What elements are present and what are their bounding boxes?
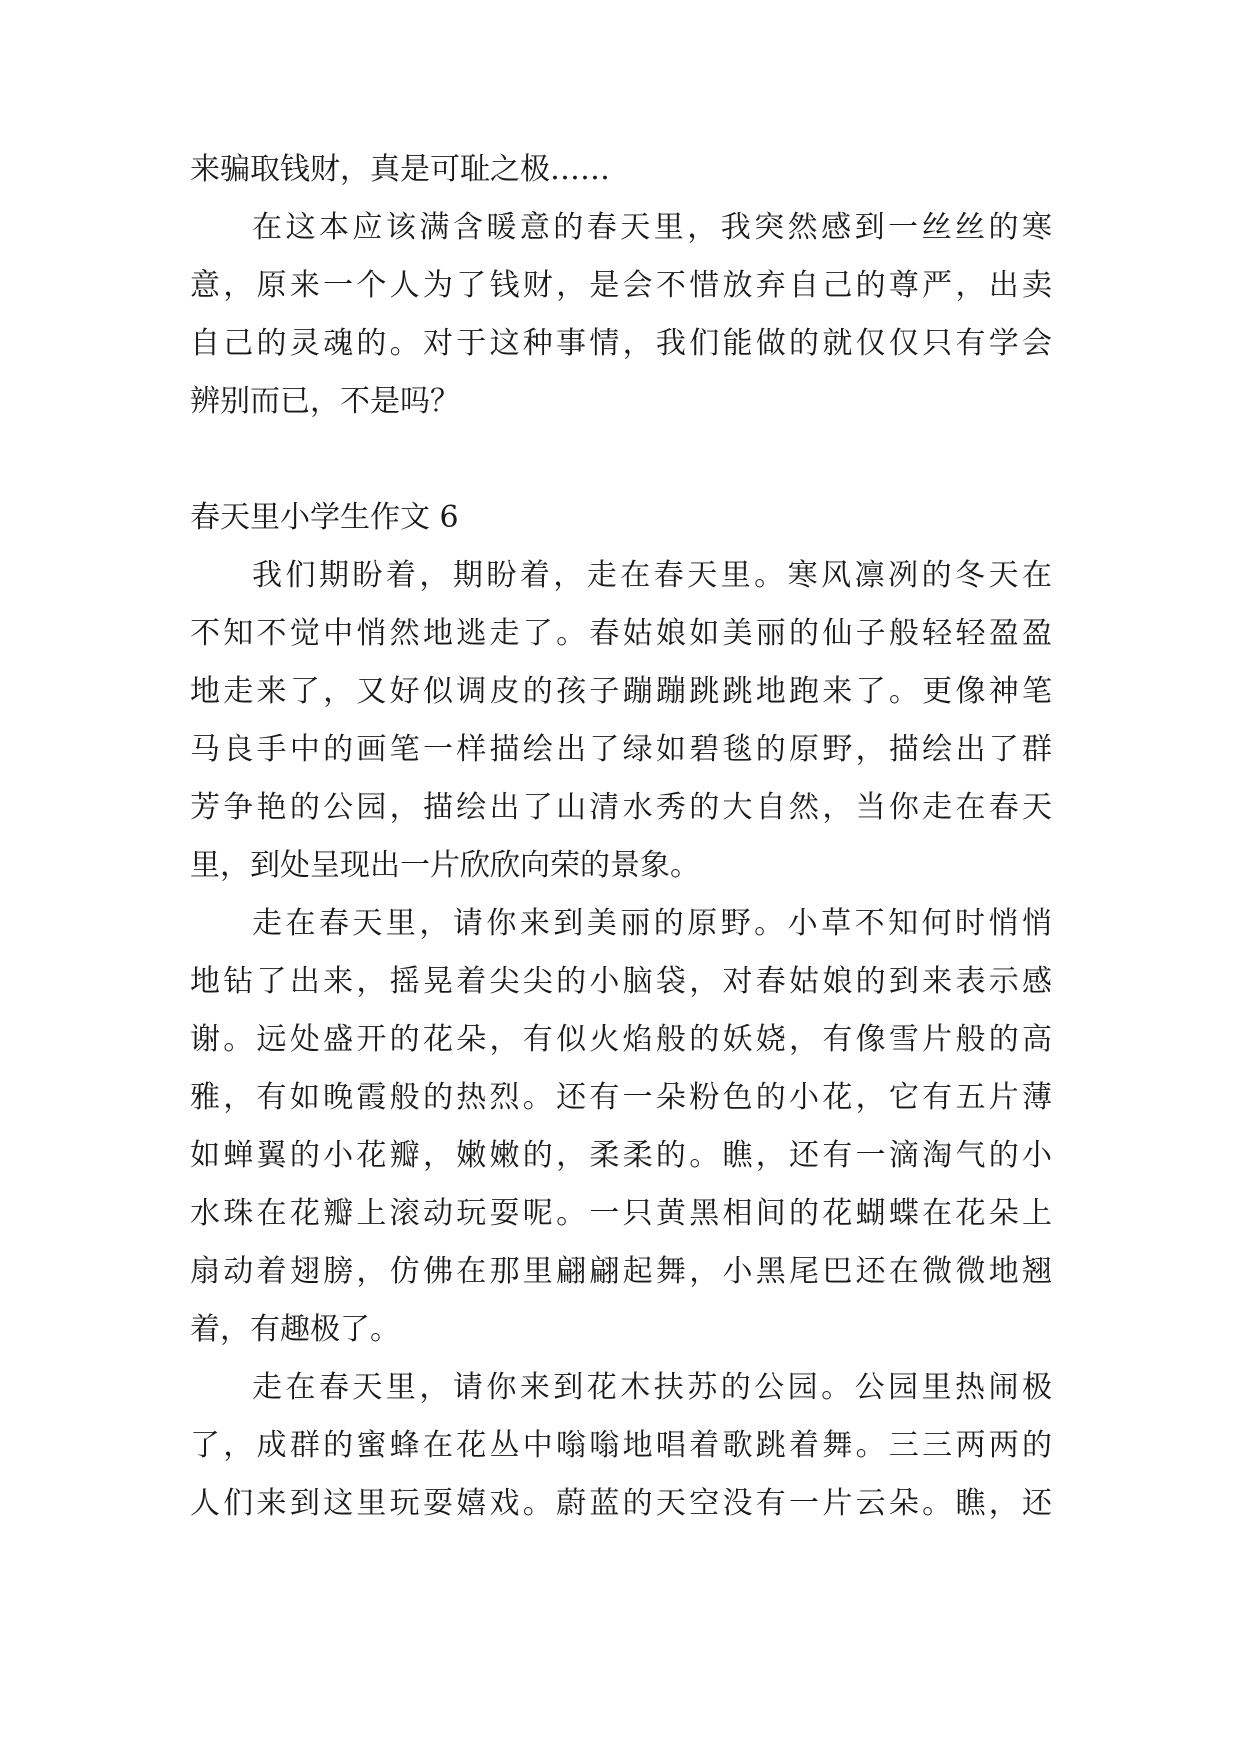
text-line: 不知不觉中悄然地逃走了。春姑娘如美丽的仙子般轻轻盈盈 xyxy=(190,616,1052,651)
text-line: 如蝉翼的小花瓣，嫩嫩的，柔柔的。瞧，还有一滴淘气的小 xyxy=(190,1138,1052,1173)
text-line: 芳争艳的公园，描绘出了山清水秀的大自然，当你走在春天 xyxy=(190,790,1052,825)
text-line: 地走来了，又好似调皮的孩子蹦蹦跳跳地跑来了。更像神笔 xyxy=(190,674,1052,709)
text-line: 地钻了出来，摇晃着尖尖的小脑袋，对春姑娘的到来表示感 xyxy=(190,964,1052,999)
paragraph-first-line: 在这本应该满含暖意的春天里，我突然感到一丝丝的寒 xyxy=(252,210,1052,245)
text-line: 马良手中的画笔一样描绘出了绿如碧毯的原野，描绘出了群 xyxy=(190,732,1052,767)
text-line: 里，到处呈现出一片欣欣向荣的景象。 xyxy=(190,848,700,883)
text-line: 水珠在花瓣上滚动玩耍呢。一只黄黑相间的花蝴蝶在花朵上 xyxy=(190,1196,1052,1231)
paragraph-first-line: 我们期盼着，期盼着，走在春天里。寒风凛冽的冬天在 xyxy=(252,558,1052,593)
text-line: 辨别而已，不是吗？ xyxy=(190,384,460,419)
text-line: 自己的灵魂的。对于这种事情，我们能做的就仅仅只有学会 xyxy=(190,326,1052,361)
paragraph-first-line: 走在春天里，请你来到花木扶苏的公园。公园里热闹极 xyxy=(252,1370,1052,1405)
text-line: 了，成群的蜜蜂在花丛中嗡嗡地唱着歌跳着舞。三三两两的 xyxy=(190,1428,1052,1463)
text-line: 雅，有如晚霞般的热烈。还有一朵粉色的小花，它有五片薄 xyxy=(190,1080,1052,1115)
text-line: 来骗取钱财，真是可耻之极…… xyxy=(190,152,610,187)
section-heading: 春天里小学生作文 6 xyxy=(190,500,459,535)
text-line: 谢。远处盛开的花朵，有似火焰般的妖娆，有像雪片般的高 xyxy=(190,1022,1052,1057)
text-line: 意，原来一个人为了钱财，是会不惜放弃自己的尊严，出卖 xyxy=(190,268,1052,303)
text-line: 人们来到这里玩耍嬉戏。蔚蓝的天空没有一片云朵。瞧，还 xyxy=(190,1486,1052,1521)
text-line: 扇动着翅膀，仿佛在那里翩翩起舞，小黑尾巴还在微微地翘 xyxy=(190,1254,1052,1289)
paragraph-first-line: 走在春天里，请你来到美丽的原野。小草不知何时悄悄 xyxy=(252,906,1052,941)
text-line: 着，有趣极了。 xyxy=(190,1312,400,1347)
